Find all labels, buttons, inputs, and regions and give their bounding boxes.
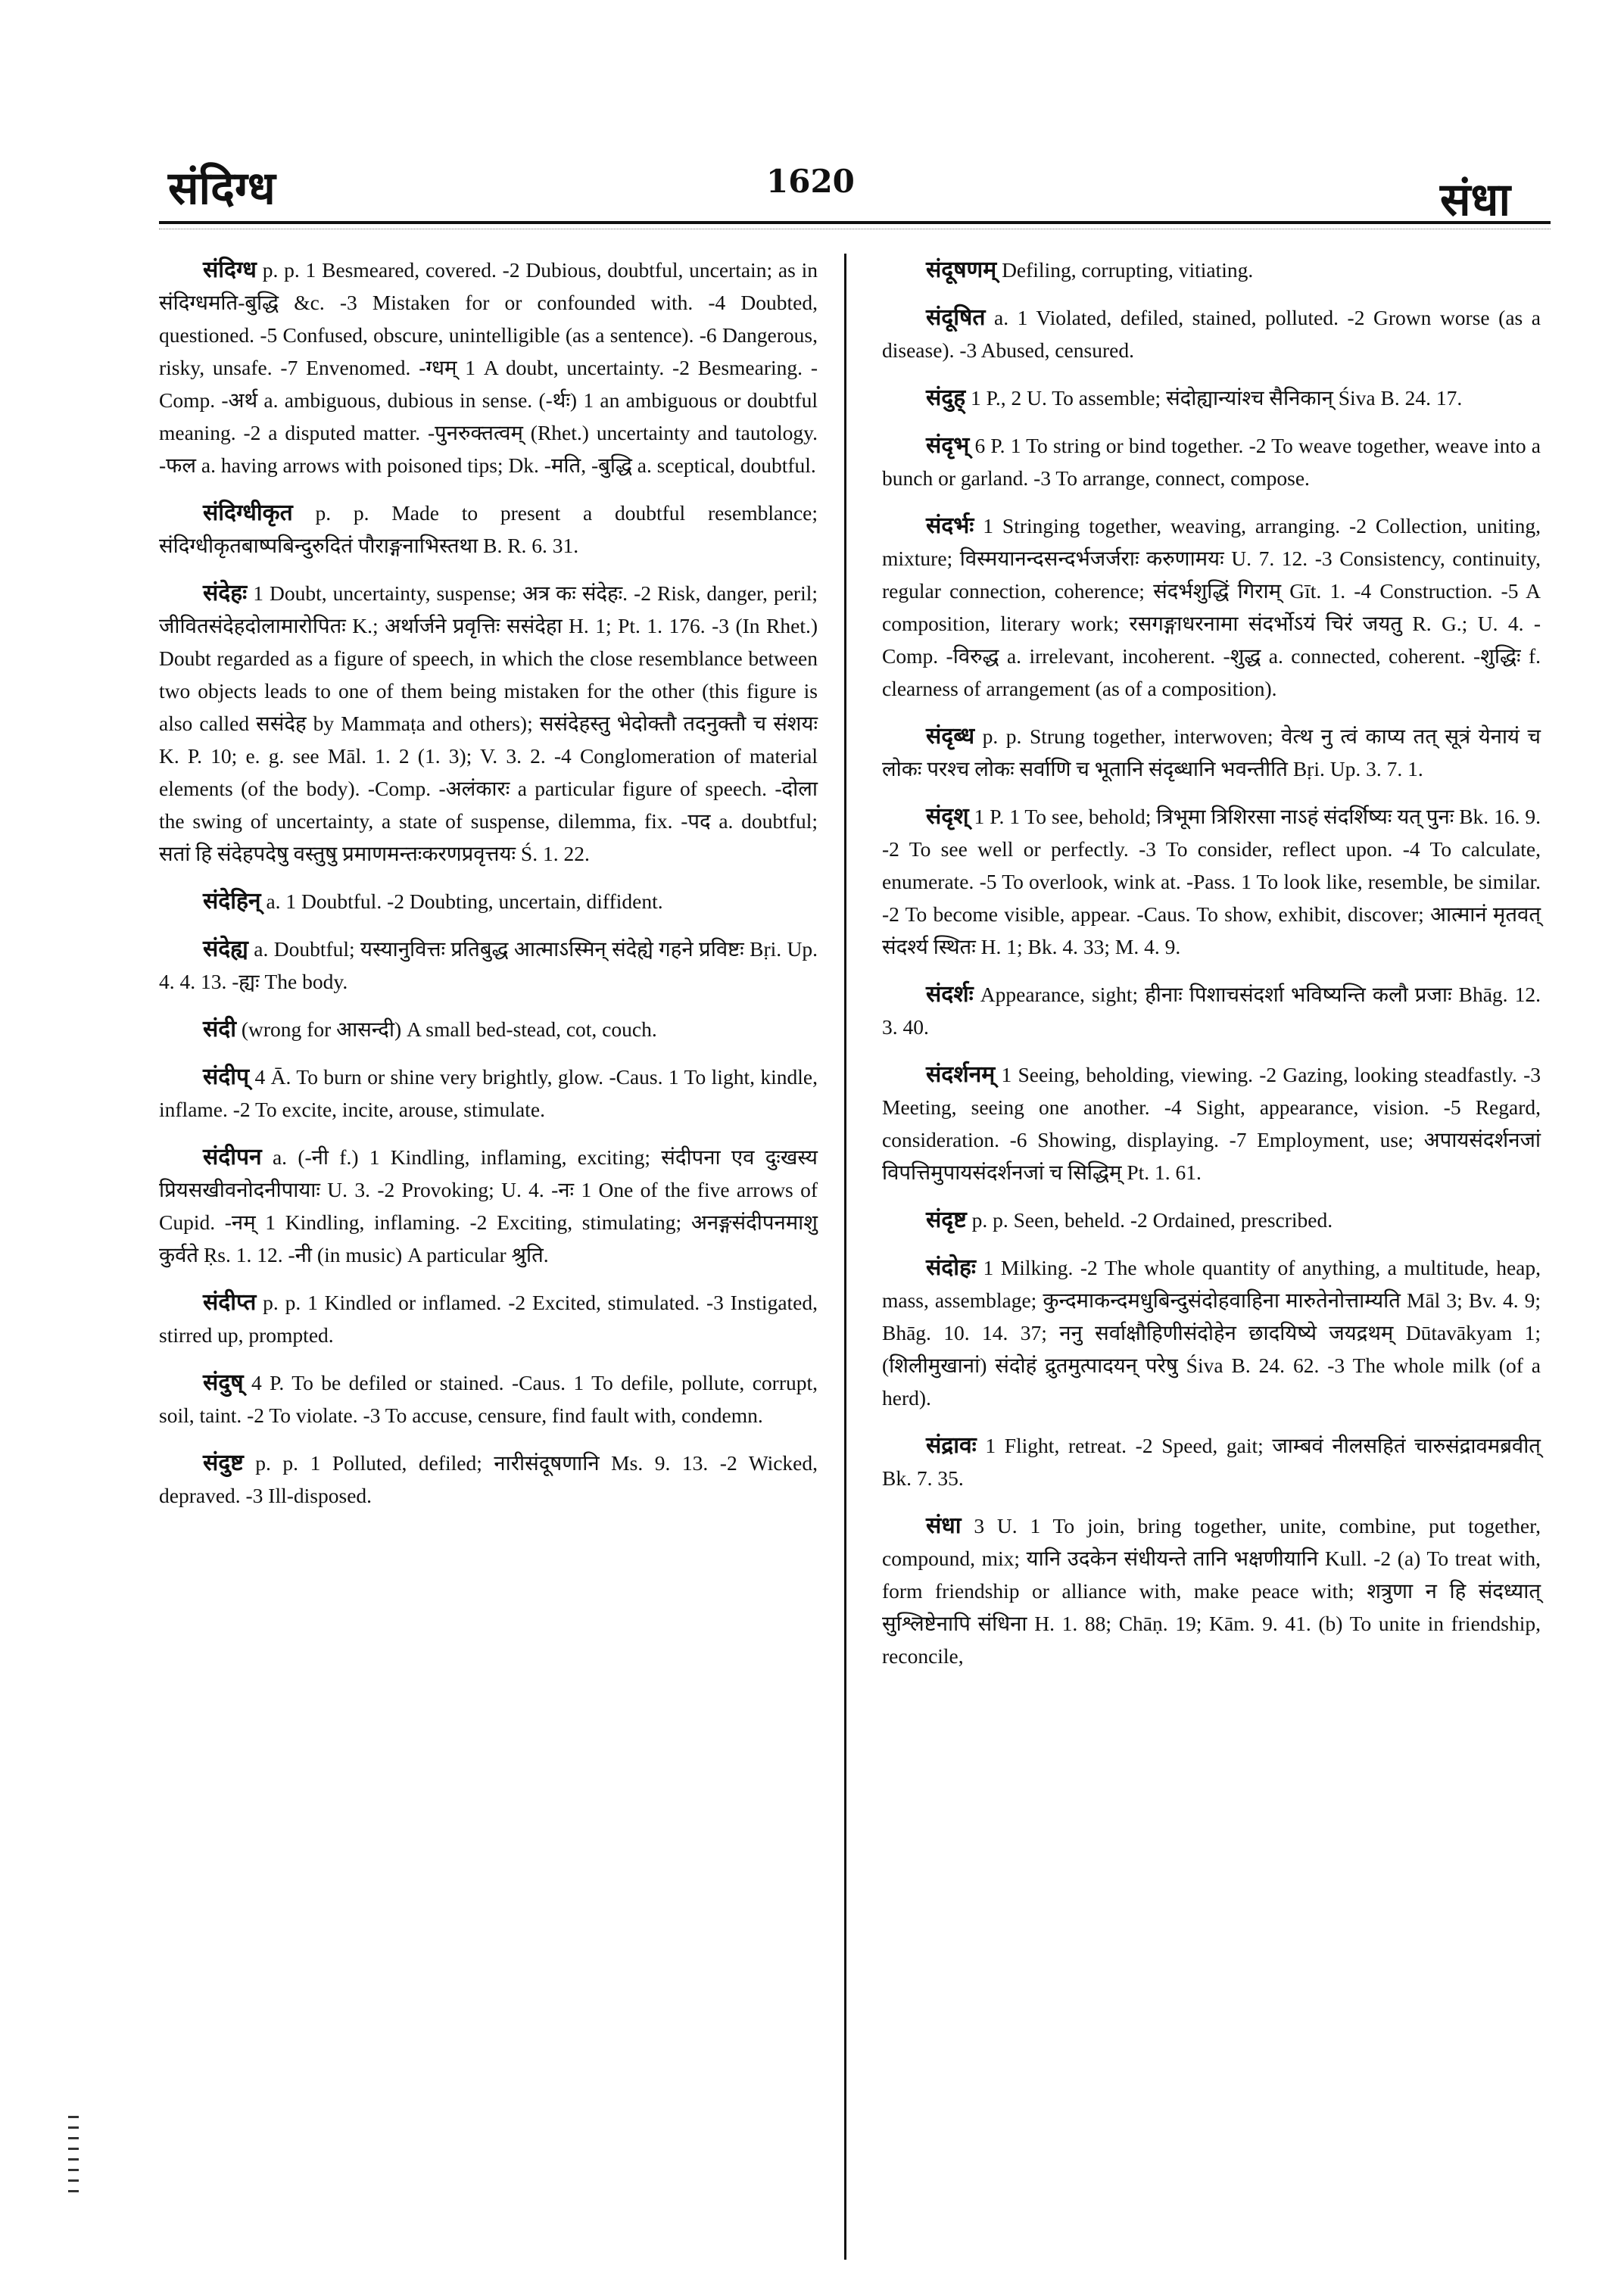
- entry-headword: संदुष्: [203, 1369, 244, 1396]
- entry-headword: संदी: [203, 1016, 236, 1042]
- dictionary-entry: [159, 885, 818, 918]
- left-column: [159, 254, 818, 1527]
- dictionary-entry: [882, 800, 1541, 963]
- running-headword-left: संदिग्ध: [168, 162, 276, 215]
- entry-headword: संद्रावः: [926, 1432, 977, 1459]
- entry-headword: संदृभ्: [926, 432, 970, 459]
- entry-headword: संदोहः: [926, 1254, 976, 1281]
- entry-headword: संदुह्: [926, 385, 966, 411]
- entry-definition: 3 U. 1 To join, bring together, unite, combine, put together, compound, mix; यानि उदकेन संधीयन्ते तानि भक्षणीयानि Kull. -2 (a) To treat with, form friendship or alliance with, make peace with; शत्रुणा न हि संदध्यात् सुश्लिष्टेनापि संधिना H. 1. 88; Chāṇ. 19; Kām. 9. 41. (b) To unite in friendship, reconcile,: [882, 1514, 1541, 1668]
- entry-headword: संदिग्ध: [203, 257, 257, 283]
- entry-headword: संदेह्य: [203, 936, 248, 962]
- page-number: 1620: [766, 163, 855, 200]
- entry-headword: संदीप्: [203, 1064, 250, 1090]
- entry-definition: 4 Ā. To burn or shine very brightly, glow. -Caus. 1 To light, kindle, inflame. -2 To excite, incite, arouse, stimulate.: [159, 1065, 818, 1121]
- entry-headword: संदेहः: [203, 580, 248, 606]
- entry-headword: संदृब्ध: [926, 723, 975, 749]
- entry-definition: p. p. 1 Besmeared, covered. -2 Dubious, doubtful, uncertain; as in संदिग्धमति-बुद्धि &c. -3 Mistaken for or confounded with. -4 Doubted, questioned. -5 Confused, obscure, unintelligible (as a sentence). -6 Dangerous, risky, unsafe. -7 Envenomed. -ग्धम् 1 A doubt, uncertainty. -2 Besmearing. -Comp. -अर्थ a. ambiguous, dubious in sense. (-र्थः) 1 an ambiguous or doubtful meaning. -2 a disputed matter. -पुनरुक्तत्वम् (Rhet.) uncertainty and tautology. -फल a. having arrows with poisoned tips; Dk. -मति, -बुद्धि a. sceptical, doubtful.: [159, 258, 818, 477]
- entry-definition: 1 Milking. -2 The whole quantity of anything, a multitude, heap, mass, assemblage; कुन्दमाकन्दमधुबिन्दुसंदोहवाहिना मारुतेनोत्ताम्यति Māl 3; Bv. 4. 9; Bhāg. 10. 14. 37; ननु सर्वाक्षौहिणीसंदोहेन छादयिष्ये जयद्रथम् Dūtavākyam 1; (शिलीमुखानां) संदोहं द्रुतमुत्पादयन् परेषु Śiva B. 24. 62. -3 The whole milk (of a herd).: [882, 1256, 1541, 1410]
- dictionary-entry: [159, 1013, 818, 1045]
- entry-definition: 1 Seeing, beholding, viewing. -2 Gazing, looking steadfastly. -3 Meeting, seeing one another. -4 Sight, appearance, vision. -5 Regard, consideration. -6 Showing, displaying. -7 Employment, use; अपायसंदर्शनजां विपत्तिमुपायसंदर्शनजां च सिद्धिम् Pt. 1. 61.: [882, 1063, 1541, 1184]
- entry-definition: Appearance, sight; हीनाः पिशाचसंदर्शा भविष्यन्ति कलौ प्रजाः Bhāg. 12. 3. 40.: [882, 983, 1541, 1039]
- entry-headword: संदूषणम्: [926, 257, 997, 283]
- dictionary-entry: [882, 1251, 1541, 1414]
- entry-definition: p. p. 1 Polluted, defiled; नारीसंदूषणानि Ms. 9. 13. -2 Wicked, depraved. -3 Ill-disposed.: [159, 1451, 818, 1507]
- dictionary-entry: [882, 1429, 1541, 1494]
- entry-definition: a. (-नी f.) 1 Kindling, inflaming, exciting; संदीपना एव दुःखस्य प्रियसखीवनोदनीपायाः U. 3. -2 Provoking; U. 4. -नः 1 One of the five arrows of Cupid. -नम् 1 Kindling, inflaming. -2 Exciting, stimulating; अनङ्गसंदीपनमाशु कुर्वते Ṛs. 1. 12. -नी (in music) A particular श्रुति.: [159, 1145, 818, 1266]
- entry-headword: संदर्शनम्: [926, 1061, 996, 1088]
- entry-headword: संदीपन: [203, 1144, 262, 1170]
- entry-definition: p. p. Seen, beheld. -2 Ordained, prescribed.: [971, 1208, 1333, 1232]
- entry-definition: a. 1 Doubtful. -2 Doubting, uncertain, diffident.: [266, 889, 663, 913]
- dictionary-entry: [159, 497, 818, 562]
- dictionary-entry: [882, 254, 1541, 286]
- entry-headword: संदीप्त: [203, 1289, 257, 1316]
- margin-tick-marks: [68, 2116, 79, 2199]
- entry-definition: p. p. 1 Kindled or inflamed. -2 Excited, stimulated. -3 Instigated, stirred up, prompted.: [159, 1291, 818, 1347]
- entry-headword: संदिग्धीकृत: [203, 500, 293, 526]
- entry-headword: संदूषित: [926, 304, 986, 331]
- entry-definition: p. p. Made to present a doubtful resemblance; संदिग्धीकृतबाष्पबिन्दुरुदितं पौराङ्गनाभिस्तथा B. R. 6. 31.: [159, 501, 818, 557]
- entry-headword: संदृष्ट: [926, 1207, 967, 1233]
- dictionary-entry: [882, 429, 1541, 494]
- column-divider: [844, 254, 846, 2260]
- header-rule: [159, 221, 1551, 224]
- entry-definition: (wrong for आसन्दी) A small bed-stead, cot, couch.: [241, 1017, 657, 1041]
- right-column: [882, 254, 1541, 1687]
- dictionary-entry: [882, 509, 1541, 705]
- dictionary-entry: [159, 1061, 818, 1126]
- entry-definition: 1 P. 1 To see, behold; त्रिभूमा त्रिशिरसा नाऽहं संदर्शिष्यः यत् पुनः Bk. 16. 9. -2 To see well or perfectly. -3 To consider, reflect upon. -4 To calculate, enumerate. -5 To overlook, wink at. -Pass. 1 To look like, resemble, be similar. -2 To become visible, appear. -Caus. To show, exhibit, discover; आत्मानं मृतवत् संदर्श्य स्थितः H. 1; Bk. 4. 33; M. 4. 9.: [882, 805, 1541, 958]
- entry-definition: 6 P. 1 To string or bind together. -2 To weave together, weave into a bunch or garland. -3 To arrange, connect, compose.: [882, 434, 1541, 490]
- dictionary-entry: [159, 1447, 818, 1512]
- entry-definition: a. 1 Violated, defiled, stained, polluted. -2 Grown worse (as a disease). -3 Abused, censured.: [882, 306, 1541, 362]
- entry-definition: 1 P., 2 U. To assemble; संदोह्यान्यांश्च सैनिकान् Śiva B. 24. 17.: [971, 386, 1463, 410]
- entry-headword: संदुष्ट: [203, 1450, 244, 1476]
- dictionary-entry: [159, 933, 818, 998]
- entry-headword: संदर्शः: [926, 981, 974, 1008]
- entry-definition: Defiling, corrupting, vitiating.: [1002, 258, 1254, 282]
- dictionary-entry: [882, 720, 1541, 785]
- dictionary-entry: [882, 1509, 1541, 1672]
- dictionary-entry: [882, 1058, 1541, 1189]
- entry-definition: 4 P. To be defiled or stained. -Caus. 1 To defile, pollute, corrupt, soil, taint. -2 To violate. -3 To accuse, censure, find fault with, condemn.: [159, 1371, 818, 1427]
- dictionary-entry: [882, 382, 1541, 414]
- dictionary-entry: [882, 1204, 1541, 1236]
- dictionary-entry: [159, 254, 818, 481]
- dictionary-entry: [159, 1141, 818, 1271]
- entry-headword: संदर्भः: [926, 512, 974, 539]
- dictionary-entry: [882, 301, 1541, 366]
- entry-definition: p. p. Strung together, interwoven; वेत्थ नु त्वं काप्य तत् सूत्रं येनायं च लोकः परश्च लोकः सर्वाणि च भूतानि संदृब्धानि भवन्तीति Bṛi. Up. 3. 7. 1.: [882, 724, 1541, 780]
- dictionary-entry: [159, 1366, 818, 1432]
- entry-definition: 1 Stringing together, weaving, arranging. -2 Collection, uniting, mixture; विस्मयानन्दसन्दर्भजर्जराः करुणामयः U. 7. 12. -3 Consistency, continuity, regular connection, coherence; संदर्भशुद्धिं गिराम् Gīt. 1. -4 Construction. -5 A composition, literary work; रसगङ्गाधरनामा संदर्भोऽयं चिरं जयतु R. G.; U. 4. -Comp. -विरुद्ध a. irrelevant, incoherent. -शुद्ध a. connected, coherent. -शुद्धिः f. clearness of arrangement (as of a composition).: [882, 514, 1541, 700]
- entry-definition: a. Doubtful; यस्यानुवित्तः प्रतिबुद्ध आत्माऽस्मिन् संदेह्ये गहने प्रविष्टः Bṛi. Up. 4. 4. 13. -ह्यः The body.: [159, 937, 818, 993]
- entry-definition: 1 Flight, retreat. -2 Speed, gait; जाम्बवं नीलसहितं चारुसंद्रावमब्रवीत् Bk. 7. 35.: [882, 1434, 1541, 1490]
- entry-headword: संदेहिन्: [203, 888, 261, 914]
- entry-definition: 1 Doubt, uncertainty, suspense; अत्र कः संदेहः. -2 Risk, danger, peril; जीवितसंदेहदोलामारोपितः K.; अर्थार्जने प्रवृत्तिः ससंदेहा H. 1; Pt. 1. 176. -3 (In Rhet.) Doubt regarded as a figure of speech, in which the close resemblance between two objects leads to one of them being mistaken for the other (this figure is also called ससंदेह by Mammaṭa and others); ससंदेहस्तु भेदोक्तौ तदनुक्तौ च संशयः K. P. 10; e. g. see Māl. 1. 2 (1. 3); V. 3. 2. -4 Conglomeration of material elements (of the body). -Comp. -अलंकारः a particular figure of speech. -दोला the swing of uncertainty, a state of suspense, dilemma, fix. -पद a. doubtful; सतां हि संदेहपदेषु वस्तुषु प्रमाणमन्तःकरणप्रवृत्तयः Ś. 1. 22.: [159, 581, 818, 865]
- dictionary-entry: [159, 1286, 818, 1351]
- running-headword-right: संधा: [1440, 173, 1510, 226]
- dictionary-entry: [882, 978, 1541, 1043]
- entry-headword: संधा: [926, 1513, 962, 1539]
- page-header: [0, 0, 1624, 227]
- entry-headword: संदृश्: [926, 803, 969, 830]
- dictionary-entry: [159, 577, 818, 870]
